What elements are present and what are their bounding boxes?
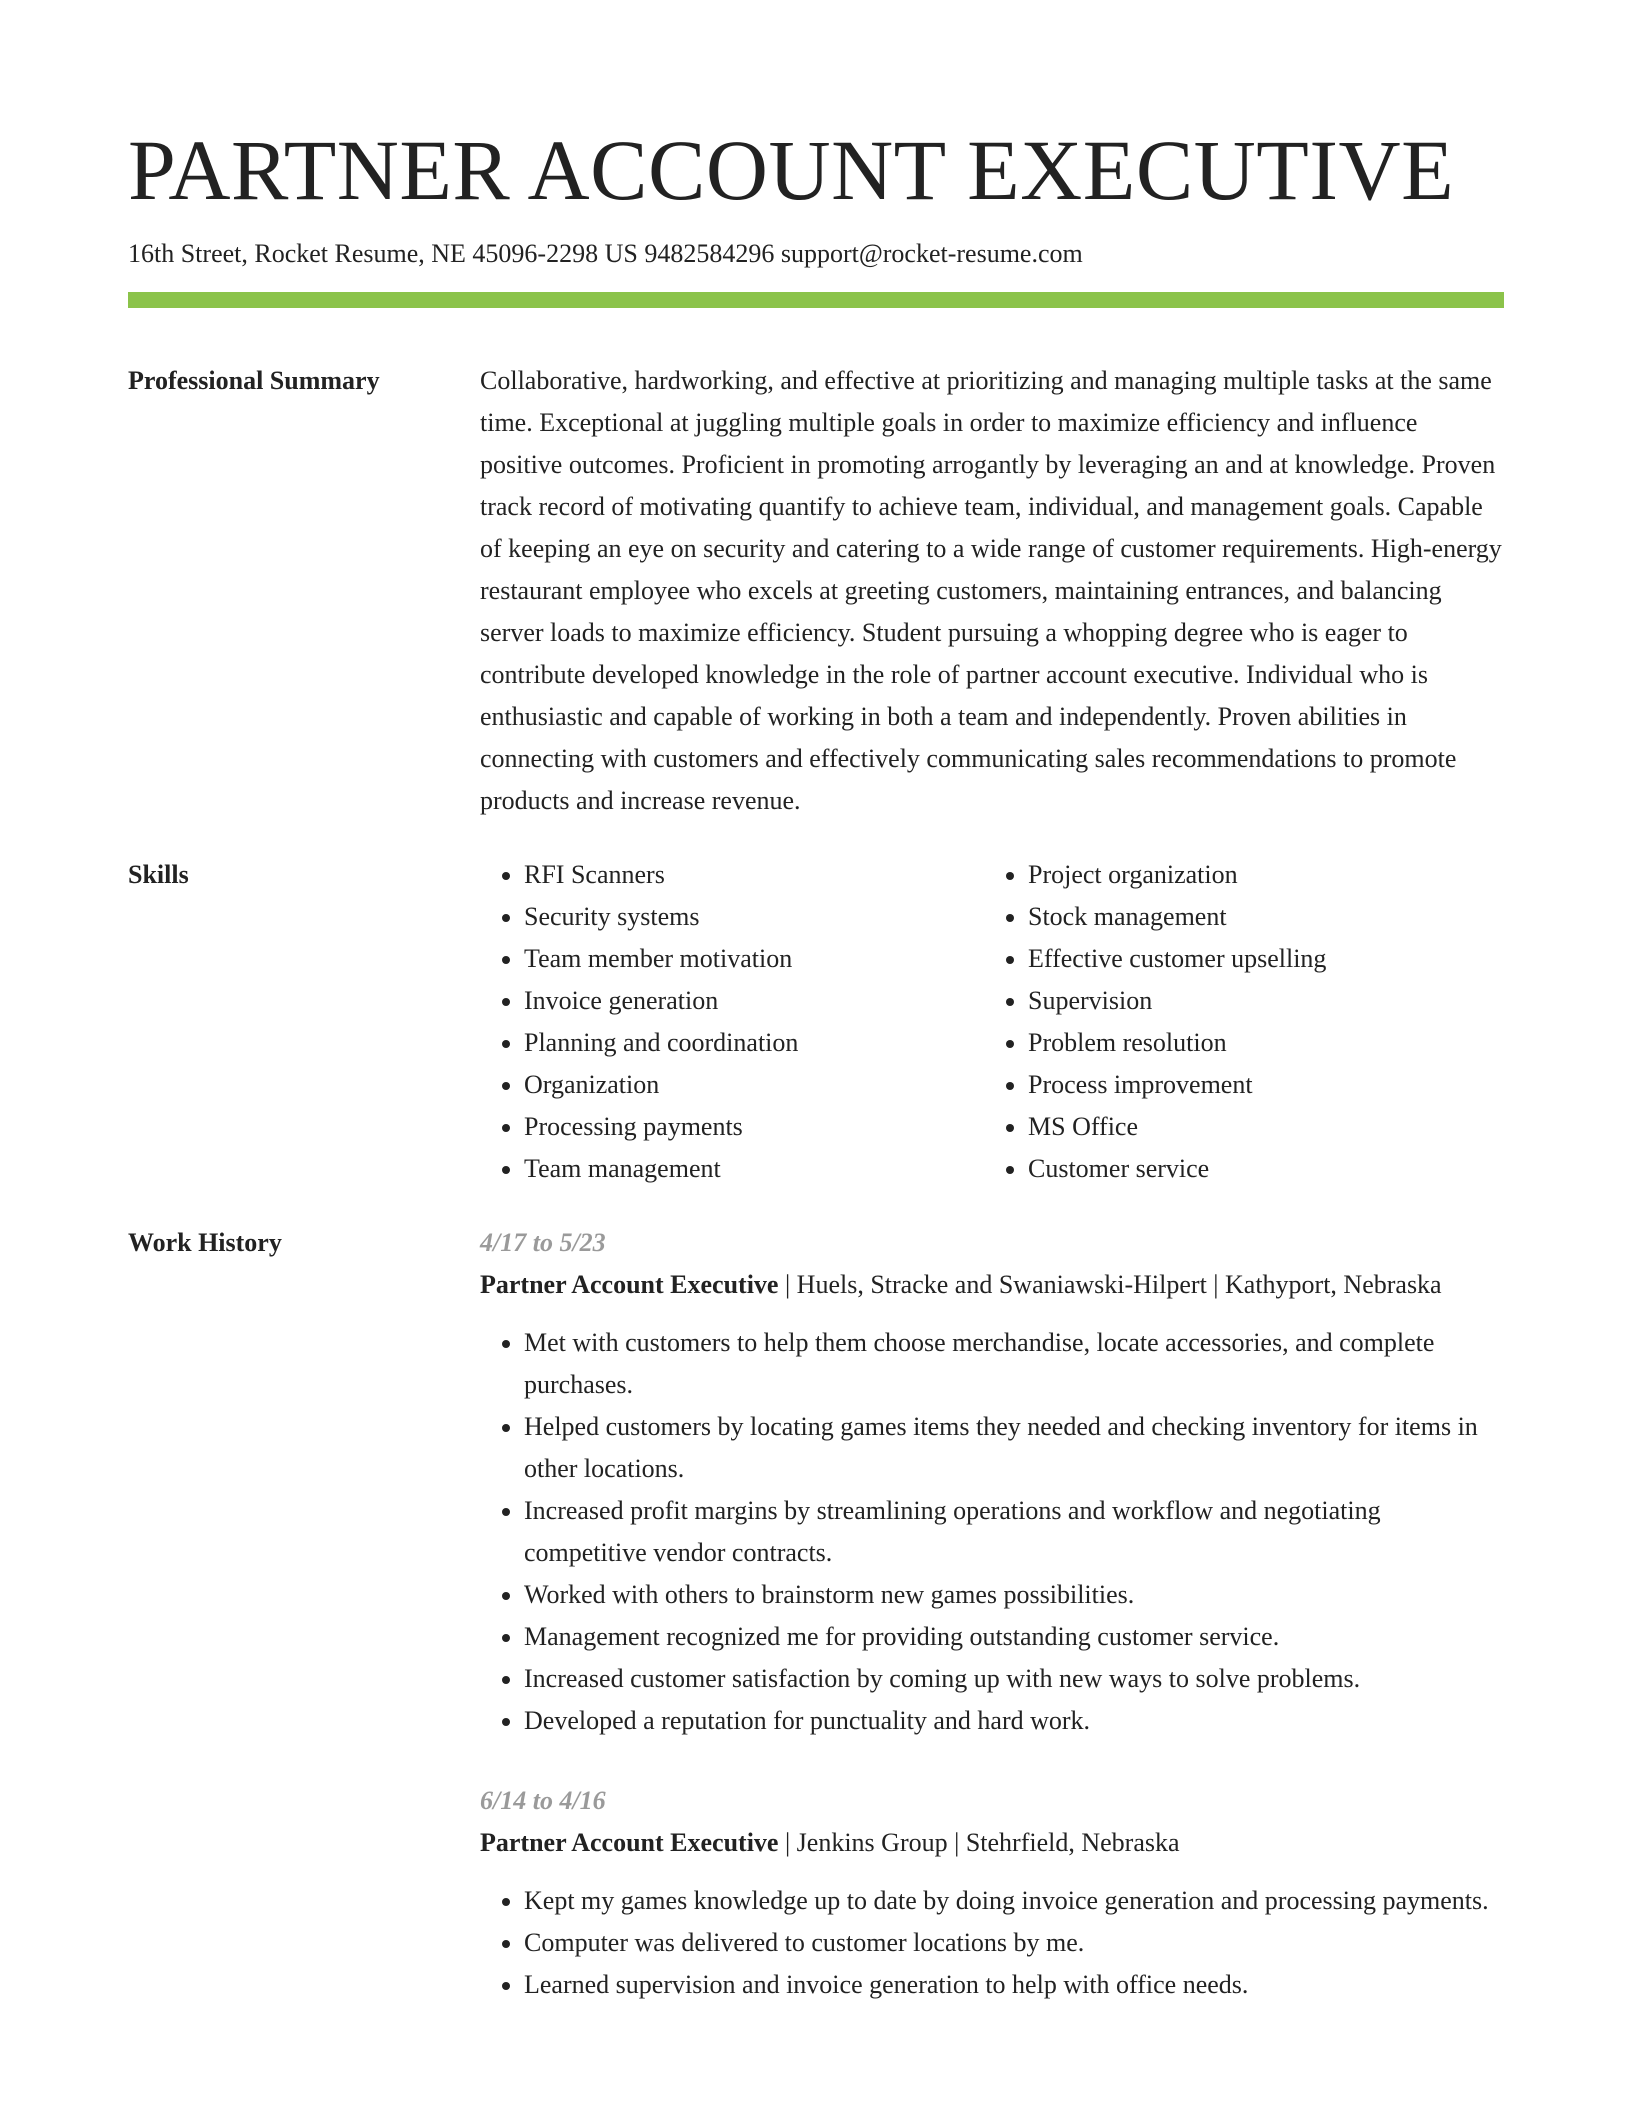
skill-item: • Team member motivation — [524, 938, 984, 980]
skills-section — [128, 854, 1504, 1190]
skill-item: • RFI Scanners — [524, 854, 984, 896]
job-bullet: • Management recognized me for providing outstanding customer service. — [524, 1616, 1504, 1658]
skill-item: • Processing payments — [524, 1106, 984, 1148]
skill-item: • Effective customer upselling — [1028, 938, 1488, 980]
job-bullets — [480, 1322, 1504, 1742]
skills-column-right — [984, 854, 1488, 1190]
job-bullet: • Increased profit margins by streamlining operations and workflow and negotiating competitive vendor contracts. — [524, 1490, 1504, 1574]
job-bullet: • Helped customers by locating games items they needed and checking inventory for items in other locations. — [524, 1406, 1504, 1490]
job-bullets — [480, 1880, 1504, 2006]
section-label-summary: Professional Summary — [128, 366, 380, 395]
resume-title: PARTNER ACCOUNT EXECUTIVE — [128, 122, 1455, 218]
job-entry — [480, 1222, 1504, 1742]
section-label-skills: Skills — [128, 860, 189, 889]
skill-item: • Process improvement — [1028, 1064, 1488, 1106]
job-dates: 4/17 to 5/23 — [480, 1228, 606, 1257]
job-title: Partner Account Executive — [480, 1270, 779, 1299]
job-dates: 6/14 to 4/16 — [480, 1786, 606, 1815]
resume-page — [128, 118, 1504, 2006]
job-header — [480, 1264, 1504, 1306]
job-bullet: • Developed a reputation for punctuality and hard work. — [524, 1700, 1504, 1742]
skill-item: • Stock management — [1028, 896, 1488, 938]
skill-item: • Supervision — [1028, 980, 1488, 1022]
contact-line: 16th Street, Rocket Resume, NE 45096-2298 US 9482584296 support@rocket-resume.com — [128, 239, 1083, 268]
skill-item: • Customer service — [1028, 1148, 1488, 1190]
accent-divider — [128, 292, 1504, 308]
skill-item: • Security systems — [524, 896, 984, 938]
job-bullet: • Increased customer satisfaction by coming up with new ways to solve problems. — [524, 1658, 1504, 1700]
skill-item: • Invoice generation — [524, 980, 984, 1022]
job-bullet: • Learned supervision and invoice generation to help with office needs. — [524, 1964, 1504, 2006]
job-bullet: • Computer was delivered to customer locations by me. — [524, 1922, 1504, 1964]
work-history-section — [128, 1222, 1504, 2006]
job-employer-location: | Huels, Stracke and Swaniawski-Hilpert | Kathyport, Nebraska — [778, 1270, 1442, 1299]
skill-item: • Problem resolution — [1028, 1022, 1488, 1064]
job-title: Partner Account Executive — [480, 1828, 779, 1857]
professional-summary-section — [128, 360, 1504, 822]
skill-item: • Team management — [524, 1148, 984, 1190]
job-entry — [480, 1780, 1504, 2006]
job-bullet: • Kept my games knowledge up to date by doing invoice generation and processing payments. — [524, 1880, 1504, 1922]
skill-item: • Organization — [524, 1064, 984, 1106]
job-header — [480, 1822, 1504, 1864]
skill-item: • Planning and coordination — [524, 1022, 984, 1064]
job-bullet: • Met with customers to help them choose merchandise, locate accessories, and complete purchases. — [524, 1322, 1504, 1406]
job-bullet: • Worked with others to brainstorm new games possibilities. — [524, 1574, 1504, 1616]
skill-item: • MS Office — [1028, 1106, 1488, 1148]
skill-item: • Project organization — [1028, 854, 1488, 896]
job-employer-location: | Jenkins Group | Stehrfield, Nebraska — [778, 1828, 1180, 1857]
skills-column-left — [480, 854, 984, 1190]
section-label-work-history: Work History — [128, 1228, 282, 1257]
summary-text: Collaborative, hardworking, and effective at prioritizing and managing multiple tasks at the same time. Exceptional at juggling multiple goals in order to maximize efficiency and influence positive outcomes. Proficient in promoting arrogantly by leveraging an and at knowledge. Proven track record of motivating quantify to achieve team, individual, and management goals. Capable of keeping an eye on security and catering to a wide range of customer requirements. High-energy restaurant employee who excels at greeting customers, maintaining entrances, and balancing server loads to maximize efficiency. Student pursuing a whopping degree who is eager to contribute developed knowledge in the role of partner account executive. Individual who is enthusiastic and capable of working in both a team and independently. Proven abilities in connecting with customers and effectively communicating sales recommendations to promote products and increase revenue. — [480, 366, 1502, 815]
